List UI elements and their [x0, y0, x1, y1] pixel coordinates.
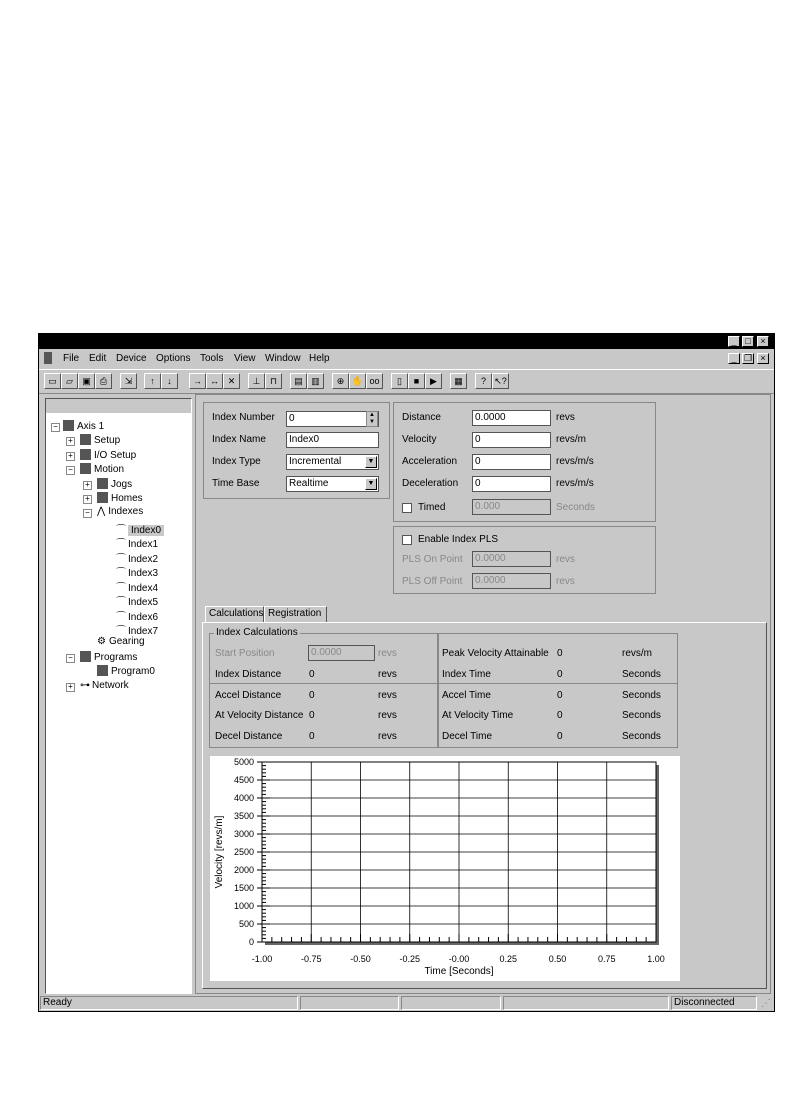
menu-help[interactable]: Help	[309, 353, 330, 364]
tree-label: Index1	[128, 539, 159, 550]
peak-velocity-value: 0	[557, 648, 563, 659]
tree-item-network[interactable]	[80, 680, 129, 691]
index-profile-icon: ⌒	[116, 568, 126, 579]
start-position-unit: revs	[378, 648, 397, 659]
window-layout-icon[interactable]: ▦	[450, 373, 467, 389]
peak-velocity-label: Peak Velocity Attainable	[442, 648, 549, 659]
status-message	[40, 996, 298, 1010]
pls-off-label: PLS Off Point	[402, 576, 463, 587]
at-velocity-distance-value: 0	[309, 710, 315, 721]
tree-label: Index7	[128, 626, 159, 637]
x-tick-label: -0.25	[399, 954, 421, 964]
context-help-icon[interactable]: ↖?	[492, 373, 509, 389]
divider	[209, 683, 678, 684]
index-time-unit: Seconds	[622, 669, 661, 680]
tree-label: Motion	[94, 464, 125, 475]
connect-icon[interactable]: →	[189, 373, 206, 389]
tree-item-index[interactable]	[116, 521, 164, 536]
play-icon[interactable]: ▶	[425, 373, 442, 389]
download-to-icon[interactable]: ↓	[161, 373, 178, 389]
index-name-label: Index Name	[212, 434, 266, 445]
doc-minimize-icon[interactable]: _	[728, 353, 740, 364]
accel-distance-value: 0	[309, 690, 315, 701]
index-profile-icon: ⌒	[116, 597, 126, 608]
decel-time-unit: Seconds	[622, 731, 661, 742]
index-name-input[interactable]	[286, 432, 379, 448]
tree-item-index[interactable]	[116, 593, 158, 608]
index-number-spinner[interactable]: ▲ ▼	[366, 411, 378, 427]
acceleration-input[interactable]	[472, 454, 551, 470]
expand-icon[interactable]: +	[83, 495, 92, 504]
tree-item-index[interactable]	[116, 535, 158, 550]
doc-close-icon[interactable]: ×	[757, 353, 769, 364]
collapse-icon[interactable]: −	[51, 423, 60, 432]
index-distance-label: Index Distance	[215, 669, 282, 680]
index-time-value: 0	[557, 669, 563, 680]
timed-value: 0.000	[475, 501, 501, 512]
expand-icon[interactable]: +	[66, 437, 75, 446]
tree-label: Network	[92, 680, 129, 691]
save-icon[interactable]: ▣	[78, 373, 95, 389]
index-time-label: Index Time	[442, 669, 491, 680]
x-tick-label: 0.25	[499, 954, 518, 964]
pls-on-input[interactable]	[472, 551, 551, 567]
start-position-label: Start Position	[215, 648, 275, 659]
tree-label: Index4	[128, 583, 159, 594]
accel-distance-unit: revs	[378, 690, 397, 701]
index-distance-value: 0	[309, 669, 315, 680]
menu-tools[interactable]: Tools	[200, 353, 224, 364]
tree-item-index[interactable]	[116, 579, 158, 594]
tree-item-setup[interactable]	[80, 434, 120, 446]
status-panel	[503, 996, 669, 1010]
start-position-input[interactable]	[308, 645, 375, 661]
index-type-label: Index Type	[212, 456, 261, 467]
resize-grip-icon[interactable]: ⋰	[761, 998, 771, 1009]
index-profile-icon: ⌒	[116, 525, 126, 536]
setup-icon	[80, 434, 91, 445]
acceleration-label: Acceleration	[402, 456, 458, 467]
enable-pls-checkbox[interactable]	[402, 535, 412, 545]
decel-time-value: 0	[557, 731, 563, 742]
tree-header	[46, 399, 191, 413]
y-tick-label: 2500	[233, 847, 254, 857]
jog-icon	[97, 478, 108, 489]
tree-item-io-setup[interactable]	[80, 449, 136, 461]
connection-status	[671, 996, 757, 1010]
new-icon[interactable]: ▭	[44, 373, 61, 389]
status-panel	[401, 996, 501, 1010]
tree-label: Indexes	[108, 506, 144, 517]
index-number-value: 0	[289, 413, 295, 424]
at-velocity-distance-unit: revs	[378, 710, 397, 721]
hand-icon[interactable]: ✋	[349, 373, 366, 389]
y-tick-label: 500	[238, 919, 254, 929]
doc-restore-icon[interactable]: ❐	[743, 353, 753, 363]
x-tick-label: 0.75	[597, 954, 616, 964]
x-axis-label: Time [Seconds]	[424, 966, 494, 977]
distance-input[interactable]	[472, 410, 551, 426]
tab-calculations[interactable]	[205, 606, 264, 622]
deceleration-input[interactable]	[472, 476, 551, 492]
tree-label: Program0	[111, 666, 155, 677]
index-calculations-title: Index Calculations	[216, 627, 298, 638]
tree-item-jogs[interactable]	[97, 478, 132, 490]
y-tick-label: 0	[248, 937, 254, 947]
at-velocity-distance-label: At Velocity Distance	[215, 710, 304, 721]
decel-time-label: Decel Time	[442, 731, 493, 742]
tree-label: Index3	[128, 568, 159, 579]
decel-distance-label: Decel Distance	[215, 731, 283, 742]
disconnect-icon[interactable]: ↔	[206, 373, 223, 389]
expand-icon[interactable]: +	[83, 481, 92, 490]
tree-item-program0[interactable]	[97, 665, 155, 677]
collapse-icon[interactable]: −	[83, 509, 92, 518]
tree-label: I/O Setup	[94, 450, 137, 461]
home-icon	[97, 492, 108, 503]
tree-label: Index0	[128, 525, 164, 536]
tree-item-index[interactable]	[116, 608, 158, 623]
properties-icon[interactable]: ▤	[290, 373, 307, 389]
index-profile-icon: ⌒	[116, 626, 126, 637]
decel-distance-unit: revs	[378, 731, 397, 742]
distance-unit: revs	[556, 412, 575, 423]
tree-label: Index2	[128, 554, 159, 565]
x-tick-label: 0.50	[548, 954, 567, 964]
time-base-value: Realtime	[289, 478, 329, 489]
tree-label: Setup	[94, 435, 121, 446]
app-window	[38, 333, 775, 1012]
deceleration-value: 0	[475, 478, 481, 489]
title-bar[interactable]	[39, 334, 774, 349]
pls-off-input[interactable]	[472, 573, 551, 589]
y-tick-label: 1000	[233, 901, 254, 911]
menu-options[interactable]: Options	[156, 353, 191, 364]
timed-checkbox[interactable]	[402, 503, 412, 513]
accel-time-unit: Seconds	[622, 690, 661, 701]
tree-item-indexes[interactable]	[97, 506, 143, 517]
index-profile-icon: ⌒	[116, 583, 126, 594]
document-icon[interactable]: ▥	[307, 373, 324, 389]
decel-distance-value: 0	[309, 731, 315, 742]
menu-window[interactable]: Window	[265, 353, 301, 364]
timed-unit: Seconds	[556, 502, 595, 513]
y-tick-label: 4000	[233, 793, 254, 803]
tree-label: Programs	[94, 652, 138, 663]
index-profile-icon: ⌒	[116, 612, 126, 623]
index-view	[195, 394, 771, 994]
menu-device[interactable]: Device	[116, 353, 147, 364]
app-icon	[44, 352, 52, 364]
maximize-icon[interactable]: □	[742, 336, 754, 347]
tab-label: Calculations	[209, 608, 264, 619]
tree-item-gearing[interactable]	[97, 636, 145, 647]
collapse-icon[interactable]: −	[66, 466, 75, 475]
accel-distance-label: Accel Distance	[215, 690, 282, 701]
tab-label: Registration	[268, 608, 322, 619]
time-base-label: Time Base	[212, 478, 260, 489]
velocity-unit: revs/m	[556, 434, 586, 445]
index-profile-icon: ⋀	[97, 506, 106, 517]
status-bar	[39, 994, 774, 1011]
acceleration-value: 0	[475, 456, 481, 467]
pls-on-unit: revs	[556, 554, 575, 565]
pls-on-value: 0.0000	[475, 553, 506, 564]
x-tick-label: -0.50	[350, 954, 371, 964]
index-profile-icon: ⌒	[116, 554, 126, 565]
velocity-input[interactable]	[472, 432, 551, 448]
y-tick-label: 5000	[233, 757, 254, 767]
program-icon	[97, 665, 108, 676]
toolbar	[39, 369, 774, 394]
tree-label: Index6	[128, 612, 159, 623]
home-axis-icon[interactable]: ⊥	[248, 373, 265, 389]
timed-label: Timed	[418, 502, 446, 513]
distance-value: 0.0000	[475, 412, 506, 423]
deceleration-unit: revs/m/s	[556, 478, 594, 489]
tree-label: Homes	[111, 493, 143, 504]
tree-item-programs[interactable]	[80, 651, 137, 663]
zoom-in-icon[interactable]: ⊕	[332, 373, 349, 389]
menu-file[interactable]: File	[63, 353, 80, 364]
y-tick-label: 3000	[233, 829, 254, 839]
tree-item-axis[interactable]	[63, 420, 104, 432]
enable-pls-label: Enable Index PLS	[418, 534, 499, 545]
network-icon: ⊶	[80, 680, 90, 691]
deceleration-label: Deceleration	[402, 478, 459, 489]
minimize-icon[interactable]: _	[728, 336, 740, 347]
tree-item-motion[interactable]	[80, 463, 124, 475]
tree-label: Jogs	[111, 479, 133, 490]
y-tick-label: 3500	[233, 811, 254, 821]
pls-off-value: 0.0000	[475, 575, 506, 586]
peak-velocity-unit: revs/m	[622, 648, 652, 659]
acceleration-unit: revs/m/s	[556, 456, 594, 467]
menu-view[interactable]: View	[234, 353, 256, 364]
distance-label: Distance	[402, 412, 441, 423]
program-icon	[80, 651, 91, 662]
x-tick-label: -0.00	[448, 954, 470, 964]
drive-icon	[63, 420, 74, 431]
print-icon[interactable]: ⎙	[95, 373, 112, 389]
y-axis-label: Velocity [revs/m]	[214, 815, 225, 889]
accel-time-value: 0	[557, 690, 563, 701]
x-tick-label: -0.75	[300, 954, 322, 964]
cancel-icon[interactable]: ✕	[223, 373, 240, 389]
glasses-icon[interactable]: oo	[366, 373, 383, 389]
accel-time-label: Accel Time	[442, 690, 491, 701]
timed-input[interactable]	[472, 499, 551, 515]
status-panel	[300, 996, 399, 1010]
download-icon[interactable]: ⇲	[120, 373, 137, 389]
pls-on-label: PLS On Point	[402, 554, 463, 565]
chevron-down-icon[interactable]: ▼	[365, 456, 377, 468]
project-tree	[45, 398, 192, 994]
tree-label: Axis 1	[77, 421, 105, 432]
index-type-select[interactable]	[286, 454, 379, 470]
start-position-value: 0.0000	[311, 647, 342, 658]
pls-off-unit: revs	[556, 576, 575, 587]
index-type-value: Incremental	[289, 456, 342, 467]
upload-from-icon[interactable]: ↑	[144, 373, 161, 389]
time-base-select[interactable]	[286, 476, 379, 492]
index-name-value: Index0	[289, 434, 320, 445]
y-tick-label: 2000	[233, 865, 254, 875]
at-velocity-time-unit: Seconds	[622, 710, 661, 721]
collapse-icon[interactable]: −	[66, 654, 75, 663]
chevron-down-icon[interactable]: ▼	[365, 478, 377, 490]
y-tick-label: 1500	[233, 883, 254, 893]
velocity-label: Velocity	[402, 434, 437, 445]
open-icon[interactable]: ▱	[61, 373, 78, 389]
velocity-profile-chart	[210, 756, 680, 981]
index-profile-icon: ⌒	[116, 539, 126, 550]
index-distance-unit: revs	[378, 669, 397, 680]
io-icon	[80, 449, 91, 460]
gear-icon: ⚙	[97, 636, 106, 647]
tree-label: Index5	[128, 597, 159, 608]
connection-text: Disconnected	[674, 997, 735, 1008]
x-tick-label: 1.00	[647, 954, 665, 964]
tree-label: Gearing	[108, 636, 145, 647]
tab-registration[interactable]	[264, 606, 327, 622]
tree-item-index[interactable]	[116, 622, 158, 637]
help-icon[interactable]: ?	[475, 373, 492, 389]
y-tick-label: 4500	[233, 775, 254, 785]
stop-icon[interactable]: ■	[408, 373, 425, 389]
expand-icon[interactable]: +	[66, 452, 75, 461]
menu-bar	[39, 349, 774, 368]
stop-axis-icon[interactable]: ⊓	[265, 373, 282, 389]
close-icon[interactable]: ×	[757, 336, 769, 347]
memory-icon[interactable]: ▯	[391, 373, 408, 389]
tree-item-index[interactable]	[116, 564, 158, 579]
tree-item-index[interactable]	[116, 550, 158, 565]
x-tick-label: -1.00	[251, 954, 273, 964]
at-velocity-time-label: At Velocity Time	[442, 710, 514, 721]
tree-item-homes[interactable]	[97, 492, 143, 504]
expand-icon[interactable]: +	[66, 683, 75, 692]
motion-icon	[80, 463, 91, 474]
velocity-value: 0	[475, 434, 481, 445]
menu-edit[interactable]: Edit	[89, 353, 107, 364]
at-velocity-time-value: 0	[557, 710, 563, 721]
index-number-label: Index Number	[212, 412, 275, 423]
status-text: Ready	[43, 997, 72, 1008]
